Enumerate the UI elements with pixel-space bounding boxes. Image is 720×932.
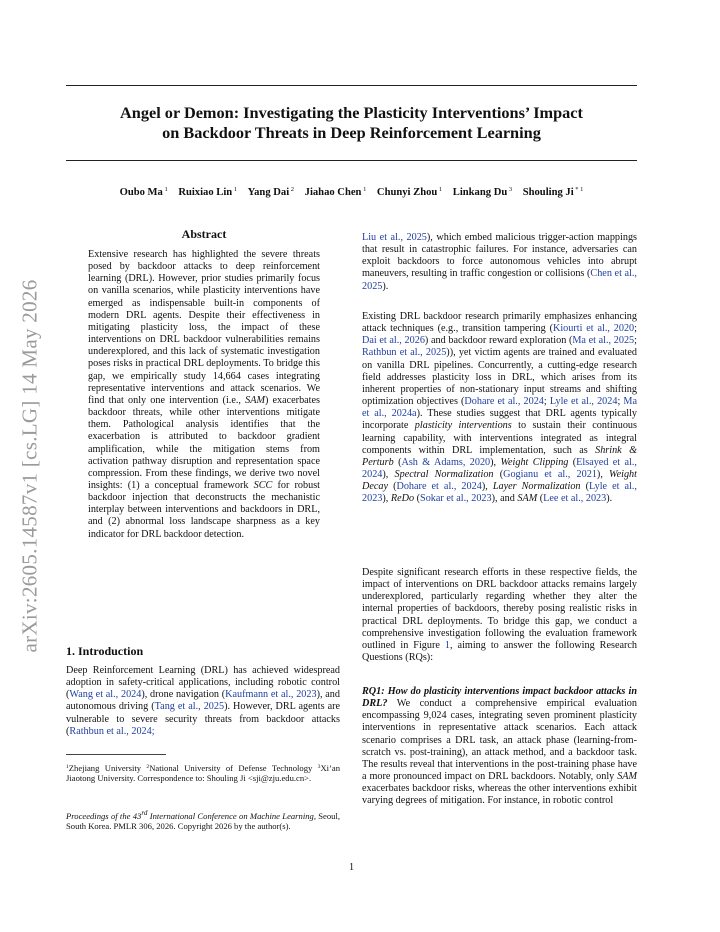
- footnote-mark: 2: [146, 764, 150, 770]
- citation-link[interactable]: Dohare et al., 2024: [396, 481, 482, 493]
- proceedings-note: Proceedings of the 43rd International Conference on Machine Learning, Seoul, South Korea. PMLR 306, 2026. Copyright 2026 by the author(s).: [66, 809, 340, 832]
- abstract-body: Extensive research has highlighted the severe threats posed by backdoor attacks to deep reinforcement learning (DRL). However, prior studies primarily focus on vanilla scenarios, while plasticity interventions have emerged as indispensable built-in components of modern DRL agents. Despite their effectiveness in mitigating plasticity loss, the impact of these interventions on DRL backdoor vulnerabilities remains underexplored, and this lack of systematic investigation poses risks in practical DRL deployments. To bridge this gap, we empirically study 14,664 cases integrating representative interventions and attack scenarios. We find that only one intervention (i.e., SAM) exacerbates backdoor threats, while other interventions mitigate them. Pathological analysis identifies that the exacerbation is attributed to backdoor gradient amplification, while the mitigation stems from activation pathway disruption and representation space compression. From these findings, we derive two novel insights: (1) a conceptual framework SCC for robust backdoor injection that deconstructs the mechanistic interplay between interventions and backdoors in DRL, and (2) abnormal loss landscape sharpness as a key indicator for DRL backdoor detection.: [88, 249, 321, 540]
- citation-link[interactable]: Elsayed et al., 2024: [362, 456, 637, 481]
- affiliation-footnote: $^1$Zhejiang University $^2$National University of Defense Technology $^3$Xi’an Jiaotong University. Correspondence to: Shouling Ji <sji@zju.edu.cn>.: [66, 763, 341, 784]
- arxiv-id: arXiv:2605.14587v1 [cs.LG] 14 May 2026: [17, 279, 42, 653]
- author-name: Yang Dai: [247, 187, 290, 198]
- citation-link[interactable]: Kaufmann et al., 2023: [225, 689, 317, 701]
- citation-link[interactable]: Ash & Adams, 2020: [401, 456, 491, 468]
- abstract-term: SAM: [245, 394, 265, 406]
- citation-link[interactable]: Ma et al., 2024a: [362, 396, 637, 420]
- citation-link[interactable]: Lyle et al., 2023: [362, 481, 637, 505]
- footnote-rule: [66, 754, 166, 755]
- emphasis-term: ReDo: [390, 493, 415, 505]
- right-paragraph-1: Liu et al., 2025), which embed malicious trigger-action mappings that result in catastrophic failures. For instance, adversaries can exploit backdoors to force autonomous vehicles into abrupt maneuvers, resulting in traffic congestion or collisions (Chen et al., 2025).: [362, 232, 637, 292]
- title-line-1: Angel or Demon: Investigating the Plasticity Interventions’ Impact: [120, 103, 583, 122]
- proceedings-venue: Proceedings of the 43rd International Conference on Machine Learning: [66, 809, 314, 821]
- ordinal-suffix: rd: [141, 809, 148, 817]
- emphasis-term: Layer Normalization: [492, 481, 581, 493]
- citation-link[interactable]: Lyle et al., 2024: [549, 396, 618, 408]
- citation-link[interactable]: Chen et al., 2025: [362, 268, 637, 292]
- citation-link[interactable]: Ma et al., 2025: [572, 335, 635, 347]
- author-affiliation-mark: 1: [437, 186, 443, 193]
- emphasis-term: SAM: [617, 771, 637, 783]
- abstract-term: SCC: [253, 479, 273, 491]
- citation-link[interactable]: Dohare et al., 2024: [464, 396, 544, 408]
- section-heading-introduction: 1. Introduction: [66, 644, 144, 658]
- author-name: Chunyi Zhou: [376, 187, 438, 198]
- author-affiliation-mark: 1: [361, 186, 367, 193]
- author-name: Jiahao Chen: [304, 187, 362, 198]
- arxiv-watermark: [10, 256, 50, 676]
- citation-link[interactable]: Dai et al., 2026: [362, 335, 425, 347]
- citation-link[interactable]: Tang et al., 2025: [154, 701, 225, 713]
- author-list: [66, 186, 637, 198]
- citation-link[interactable]: Rathbun et al., 2024;: [69, 725, 155, 737]
- emphasis-term: SAM: [517, 493, 538, 505]
- citation-link[interactable]: Wang et al., 2024: [69, 689, 142, 701]
- footnote-mark: 1: [66, 764, 69, 770]
- author-affiliation-mark: 1: [162, 186, 168, 193]
- emphasis-term: plasticity interventions: [414, 420, 512, 432]
- right-paragraph-2: Existing DRL backdoor research primarily emphasizes enhancing attack techniques (e.g., transition tampering (Kiourti et al., 2020; Dai et al., 2026) and backdoor reward exploration (Ma et al., 2025; Rathbun et al., 2025)), yet victim agents are trained and evaluated on vanilla DRL pipelines. Concurrently, a cutting-edge research field addresses plasticity loss in DRL, which arises from its inherent properties of non-stationary input streams and shifting optimization objectives (Dohare et al., 2024; Lyle et al., 2024; Ma et al., 2024a). These studies suggest that DRL agents typically incorporate plasticity interventions to sustain their continuous learning capability, with interventions integrated as integral components within DRL implementation, such as Shrink & Perturb (Ash & Adams, 2020), Weight Clipping (Elsayed et al., 2024), Spectral Normalization (Gogianu et al., 2021), Weight Decay (Dohare et al., 2024), Layer Normalization (Lyle et al., 2023), ReDo (Sokar et al., 2023), and SAM (Lee et al., 2023).: [362, 311, 638, 505]
- citation-link[interactable]: Sokar et al., 2023: [420, 493, 492, 505]
- author-name: Linkang Du: [452, 187, 508, 198]
- author-affiliation-mark: 3: [507, 186, 513, 193]
- author-affiliation-mark: * 1: [573, 186, 584, 193]
- right-paragraph-3: Despite significant research efforts in these respective fields, the impact of interventions on DRL backdoor attacks remains largely underexplored, particularly regarding whether they alter the internal properties of backdoors, thereby posing realistic risks in practical DRL deployments. To bridge this gap, we conduct a comprehensive investigation following the evaluation framework outlined in Figure 1, aiming to answer the following Research Questions (RQs):: [362, 567, 637, 664]
- emphasis-term: Spectral Normalization: [394, 469, 494, 481]
- research-question-label: RQ1: How do plasticity interventions impact backdoor attacks in DRL?: [362, 686, 637, 710]
- right-paragraph-4: RQ1: How do plasticity interventions impact backdoor attacks in DRL? We conduct a comprehensive empirical evaluation encompassing 9,024 cases, integrating seven prominent plasticity interventions in representative attack scenarios. Each attack scenario comprises a DRL task, an attack phase (learning-from-scratch vs. post-training), an attack method, and a backdoor task. The results reveal that interventions in the post-training phase have a more pronounced impact on DRL backdoors. Notably, only SAM exacerbates backdoor risks, whereas the other interventions exhibit varying degrees of mitigation. For instance, in robotic control: [362, 686, 637, 807]
- emphasis-term: Weight Decay: [362, 469, 637, 493]
- page-number: 1: [348, 862, 355, 873]
- citation-link[interactable]: 1: [444, 639, 450, 651]
- title-line-2: on Backdoor Threats in Deep Reinforcement Learning: [162, 123, 541, 142]
- citation-link[interactable]: Rathbun et al., 2025: [362, 347, 447, 359]
- abstract-heading: Abstract: [181, 227, 227, 241]
- author-name: Oubo Ma: [119, 187, 163, 198]
- title-bottom-rule: [66, 160, 637, 161]
- footnote-mark: 3: [317, 764, 321, 770]
- paper-title: [66, 103, 637, 143]
- citation-link[interactable]: Gogianu et al., 2021: [503, 469, 597, 481]
- author-affiliation-mark: 2: [289, 186, 295, 193]
- author-name: Ruixiao Lin: [178, 187, 233, 198]
- title-top-rule: [66, 85, 637, 86]
- citation-link[interactable]: Lee et al., 2023: [543, 493, 607, 505]
- emphasis-term: Weight Clipping: [500, 456, 569, 468]
- citation-link[interactable]: Kiourti et al., 2020: [552, 323, 635, 335]
- author-name: Shouling Ji: [522, 187, 574, 198]
- intro-paragraph: Deep Reinforcement Learning (DRL) has achieved widespread adoption in safety-critical applications, including robotic control (Wang et al., 2024), drone navigation (Kaufmann et al., 2023), and autonomous driving (Tang et al., 2025). However, DRL agents are vulnerable to severe security threats from backdoor attacks (Rathbun et al., 2024;: [66, 665, 341, 737]
- citation-link[interactable]: Liu et al., 2025: [362, 232, 427, 243]
- author-affiliation-mark: 1: [232, 186, 238, 193]
- emphasis-term: Shrink & Perturb: [362, 444, 637, 468]
